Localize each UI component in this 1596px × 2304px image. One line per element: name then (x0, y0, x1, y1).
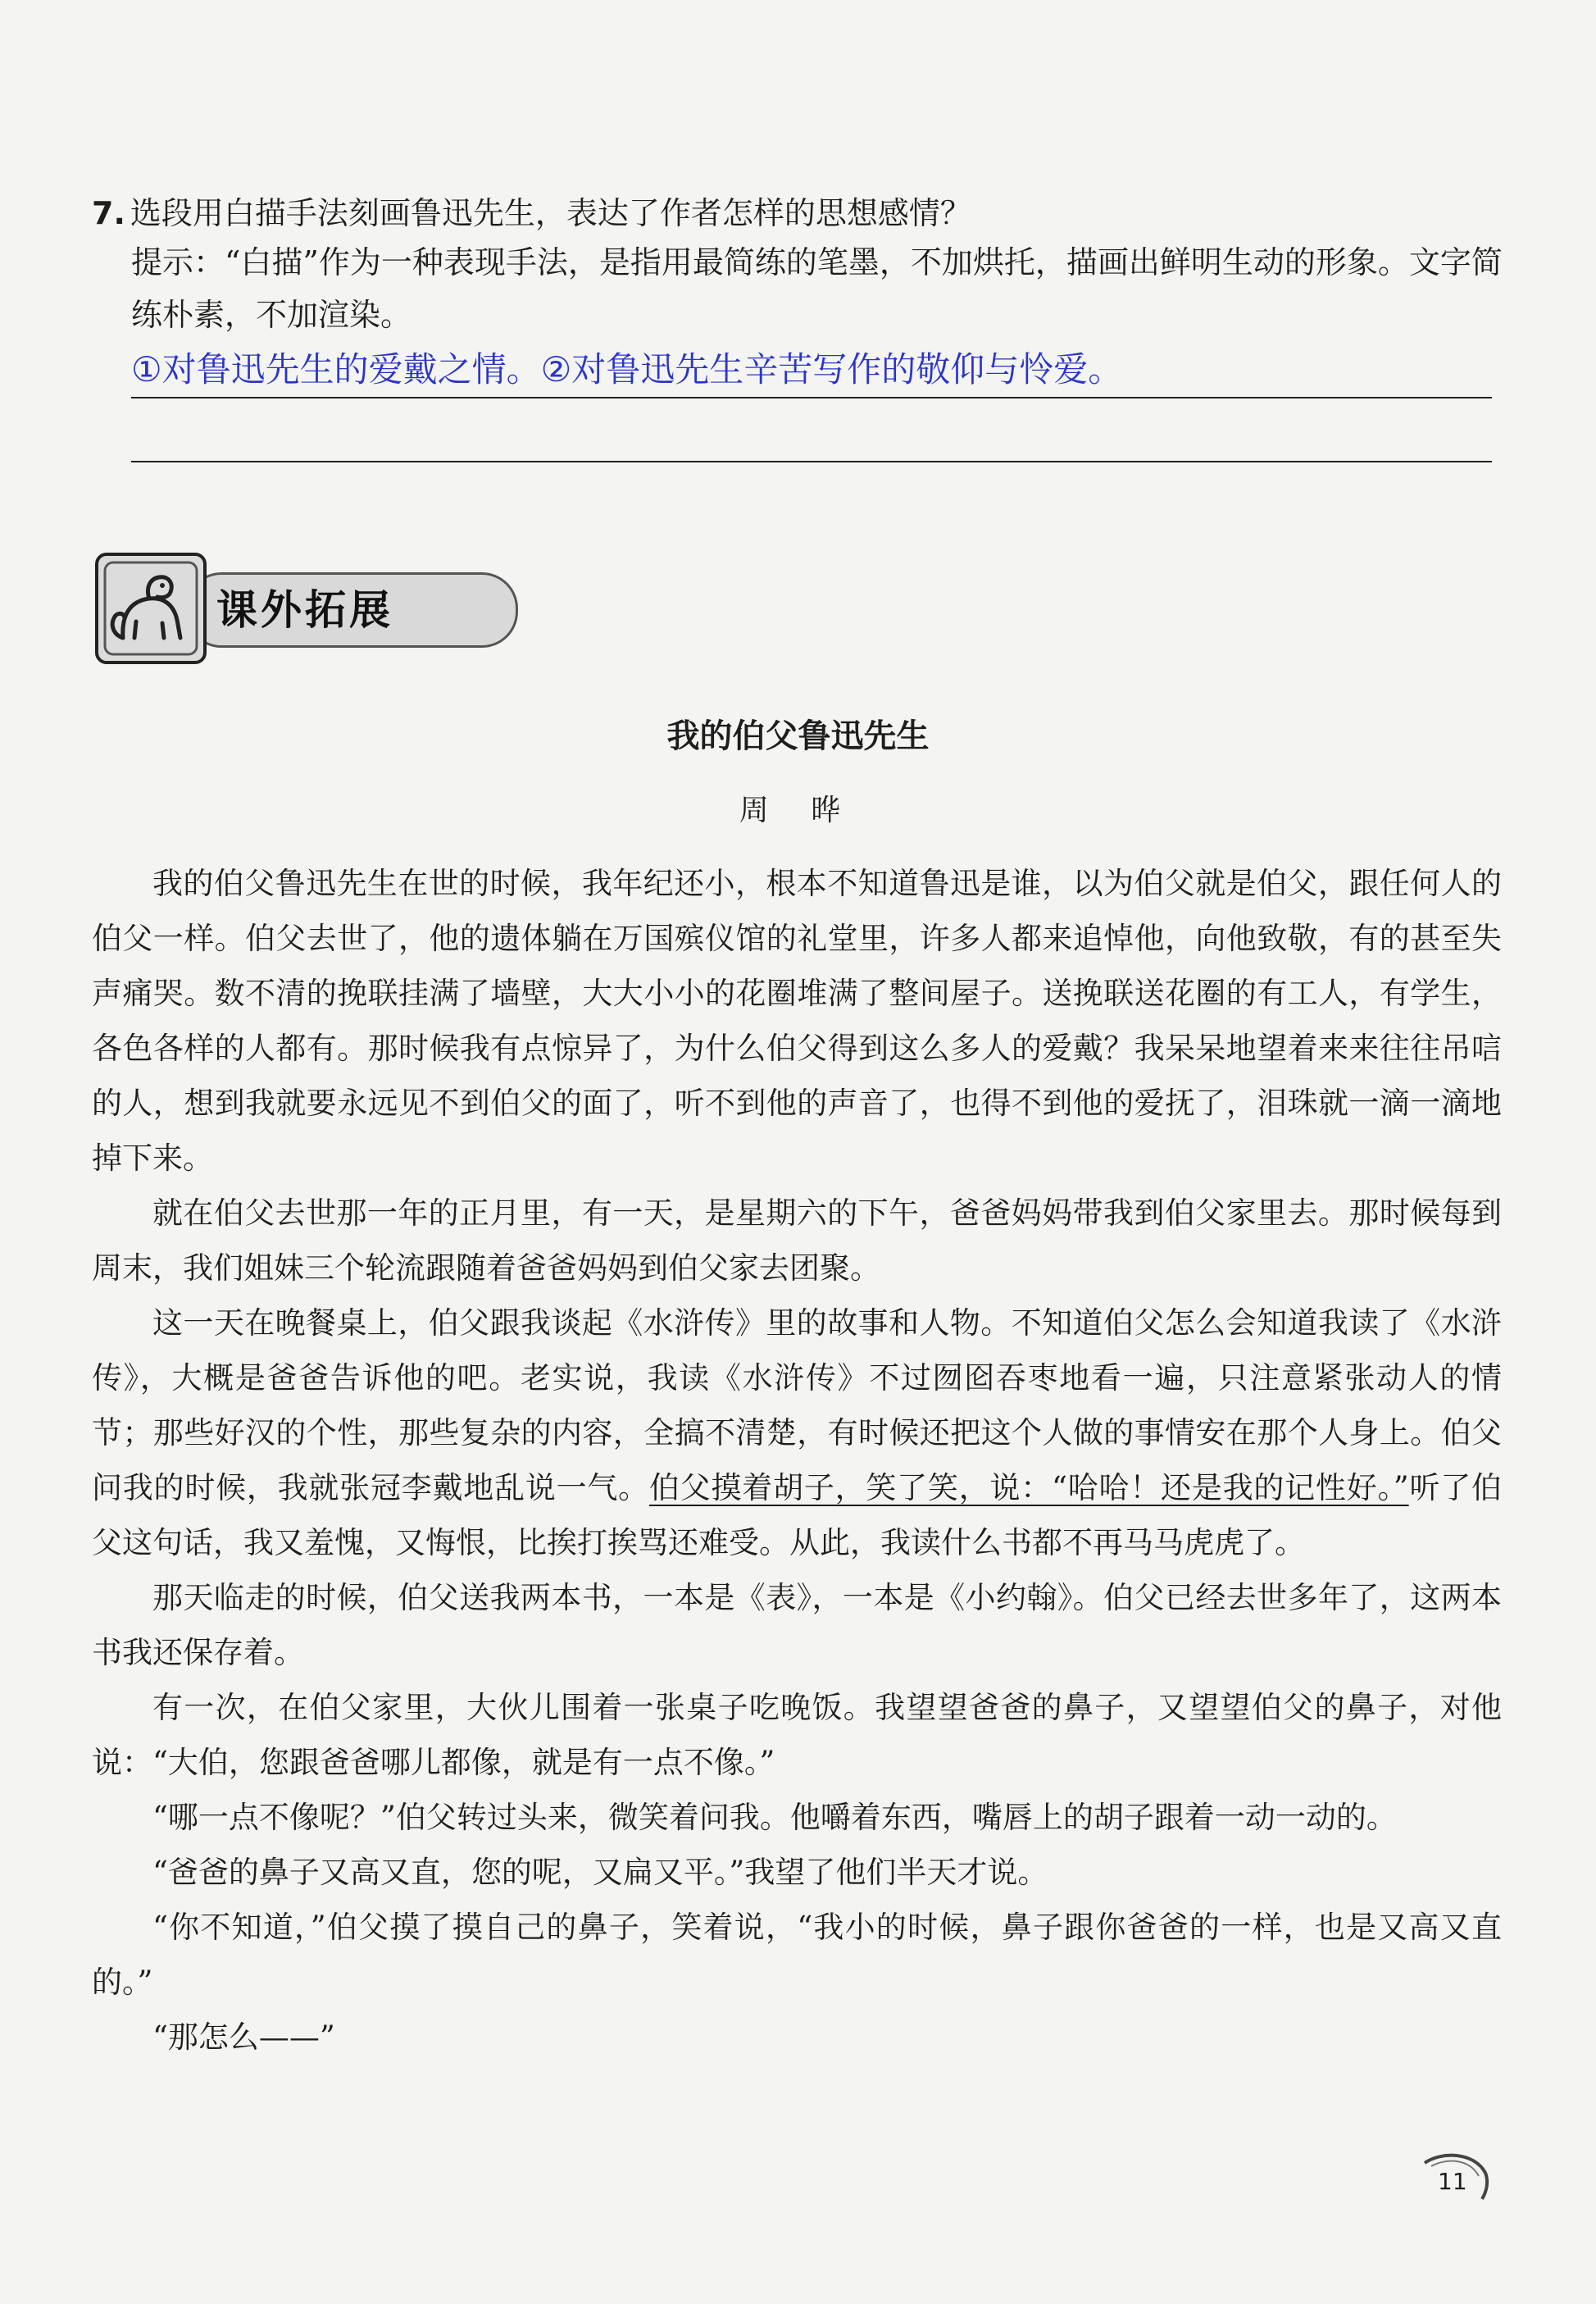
question-line (92, 190, 1502, 236)
question-number: 7. (92, 195, 125, 231)
article-body (92, 856, 1502, 2065)
paragraph-4: 那天临走的时候，伯父送我两本书，一本是《表》，一本是《小约翰》。伯父已经去世多年了，这两本书我还保存着。 (92, 1580, 1502, 1670)
paragraph-2: 就在伯父去世那一年的正月里，有一天，是星期六的下午，爸爸妈妈带我到伯父家里去。那时候每到周末，我们姐妹三个轮流跟随着爸爸妈妈到伯父家去团聚。 (92, 1195, 1502, 1286)
paragraph-5: 有一次，在伯父家里，大伙儿围着一张桌子吃晚饭。我望望爸爸的鼻子，又望望伯父的鼻子，对他说：“大伯，您跟爸爸哪儿都像，就是有一点不像。” (92, 1690, 1502, 1780)
paragraph-7: “爸爸的鼻子又高又直，您的呢，又扁又平。”我望了他们半天才说。 (152, 1855, 1048, 1890)
handwritten-answer: ①对鲁迅先生的爱戴之情。②对鲁迅先生辛苦写作的敬仰与怜爱。 (131, 349, 1123, 389)
page-number-badge (1416, 2148, 1490, 2206)
paragraph-8: “你不知道，”伯父摸了摸自己的鼻子，笑着说，“我小的时候，鼻子跟你爸爸的一样，也是又高又直的。” (92, 1910, 1502, 2000)
article-author: 周 晔 (739, 794, 857, 827)
paragraph-3-text: 这一天在晚餐桌上，伯父跟我谈起《水浒传》里的故事和人物。不知道伯父怎么会知道我读了《水浒传》，大概是爸爸告诉他的吧。老实说，我读《水浒传》不过囫囵吞枣地看一遍，只注意紧张动人的情节；那些好汉的个性，那些复杂的内容，全搞不清楚，有时候还把这个人做的事情安在那个人身上。伯父问我的时候，我就张冠李戴地乱说一气。 (92, 1305, 1502, 1505)
section-title: 课外拓展 (216, 586, 393, 634)
question-text: 选段用白描手法刻画鲁迅先生，表达了作者怎样的思想感情？ (130, 195, 971, 231)
paragraph-3 (92, 1295, 1502, 1570)
article-title: 我的伯父鲁迅先生 (666, 717, 930, 755)
answer-line-1 (131, 343, 1492, 398)
paragraph-3-text-end: 听了伯父这句话，我又羞愧，又悔恨，比挨打挨骂还难受。从此，我读什么书都不再马马虎虎了。 (92, 1470, 1502, 1560)
paragraph-6: “哪一点不像呢？”伯父转过头来，微笑着问我。他嚼着东西，嘴唇上的胡子跟着一动一动的。 (152, 1800, 1397, 1835)
underlined-sentence: 伯父摸着胡子，笑了笑，说：“哈哈！还是我的记性好。” (648, 1470, 1409, 1505)
section-banner (95, 548, 439, 663)
paragraph-9: “那怎么——” (152, 2019, 335, 2055)
page-number: 11 (1438, 2168, 1467, 2195)
answer-line-2 (131, 407, 1492, 462)
monkey-icon (95, 553, 207, 664)
hint-text: 提示：“白描”作为一种表现手法，是指用最简练的笔墨，不加烘托，描画出鲜明生动的形象。文字简练朴素，不加渲染。 (131, 244, 1503, 333)
paragraph-1: 我的伯父鲁迅先生在世的时候，我年纪还小，根本不知道鲁迅是谁，以为伯父就是伯父，跟任何人的伯父一样。伯父去世了，他的遗体躺在万国殡仪馆的礼堂里，许多人都来追悼他，向他致敬，有的甚至失声痛哭。数不清的挽联挂满了墙壁，大大小小的花圈堆满了整间屋子。送挽联送花圈的有工人，有学生，各色各样的人都有。那时候我有点惊异了，为什么伯父得到这么多人的爱戴？我呆呆地望着来来往往吊唁的人，想到我就要永远见不到伯父的面了，听不到他的声音了，也得不到他的爱抚了，泪珠就一滴一滴地掉下来。 (92, 866, 1502, 1176)
question-7 (92, 190, 1502, 341)
